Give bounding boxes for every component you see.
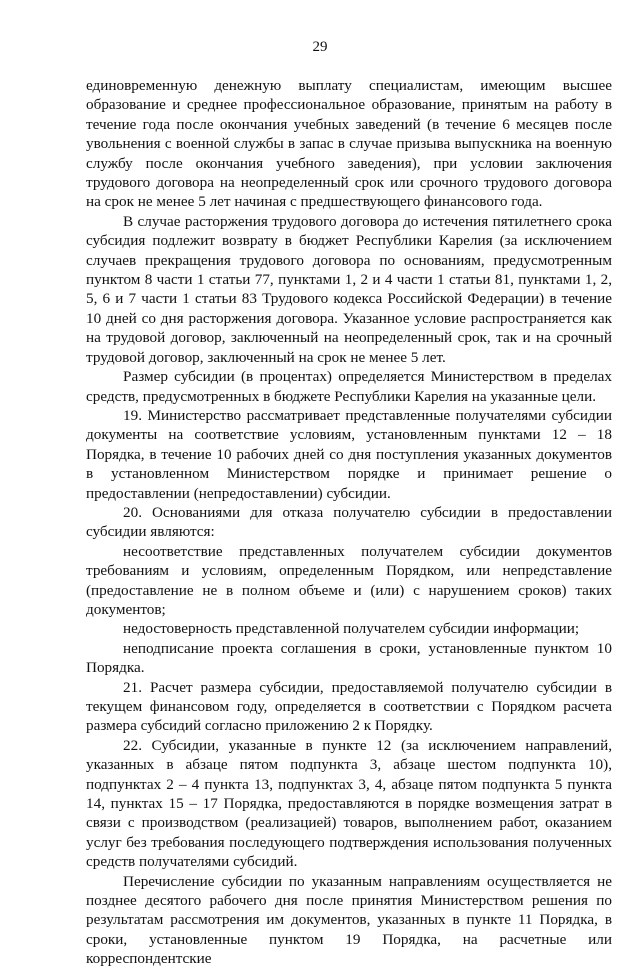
document-body (86, 76, 612, 969)
paragraph-item-22: 22. Субсидии, указанные в пункте 12 (за исключением направлений, указанных в абзаце пятом подпункта 3, абзаце шестом подпункта 10), подпунктах 2 – 4 пункта 13, подпунктах 3, 4, абзаце пятом подпункта 5 пункта 14, пунктах 15 – 17 Порядка, предоставляются в порядке возмещения затрат в связи с производством (реализацией) товаров, выполнением работ, оказанием услуг без требования последующего подтверждения использования полученных средств получателями субсидий. (86, 736, 612, 871)
paragraph: несоответствие представленных получателем субсидии документов требованиям и условиям, определенным Порядком, или непредставление (предоставление не в полном объеме и (или) с нарушением сроков) таких документов; (86, 542, 612, 618)
page-number: 29 (312, 39, 328, 55)
paragraph: недостоверность представленной получателем субсидии информации; (123, 620, 580, 638)
paragraph-item-21: 21. Расчет размера субсидии, предоставляемой получателю субсидии в текущем финансовом году, определяется в соответствии с Порядком расчета размера субсидий согласно приложению 2 к Порядку. (86, 678, 612, 735)
paragraph: Перечисление субсидии по указанным направлениям осуществляется не позднее десятого рабочего дня после принятия Министерством решения по результатам рассмотрения им документов, указанных в пункте 11 Порядка, в сроки, установленные пунктом 19 Порядка, на расчетные или корреспондентские (86, 872, 612, 968)
paragraph: В случае расторжения трудового договора до истечения пятилетнего срока субсидия подлежит возврату в бюджет Республики Карелия (за исключением случаев прекращения трудового договора по основаниям, предусмотренным пунктом 8 части 1 статьи 77, пунктами 1, 2 и 4 части 1 статьи 81, пунктами 1, 2, 5, 6 и 7 части 1 статьи 83 Трудового кодекса Российской Федерации) в течение 10 дней со дня расторжения договора. Указанное условие распространяется как на трудовой договор, заключенный на неопределенный срок, так и на срочный трудовой договор, заключенный на срок не менее 5 лет. (86, 212, 612, 366)
paragraph-item-20: 20. Основаниями для отказа получателю субсидии в предоставлении субсидии являются: (86, 503, 612, 541)
paragraph: неподписание проекта соглашения в сроки, установленные пунктом 10 Порядка. (86, 639, 612, 677)
paragraph: Размер субсидии (в процентах) определяется Министерством в пределах средств, предусмотренных в бюджете Республики Карелия на указанные цели. (86, 368, 612, 405)
paragraph-item-19: 19. Министерство рассматривает представленные получателями субсидии документы на соответствие условиям, установленным пунктами 12 – 18 Порядка, в течение 10 рабочих дней со дня поступления указанных документов в установленном Министерством порядке и принимает решение о предоставлении (непредоставлении) субсидии. (86, 406, 612, 502)
paragraph-continuation: единовременную денежную выплату специалистам, имеющим высшее образование и среднее профессиональное образование, принятым на работу в течение года после окончания учебных заведений (в течение 6 месяцев после увольнения с военной службы в запас в случае призыва выпускника на военную службу после окончания учебного заведения), при условии заключения трудового договора на неопределенный срок или срочного трудового договора на срок не менее 5 лет начиная с предшествующего финансового года. (86, 77, 612, 211)
